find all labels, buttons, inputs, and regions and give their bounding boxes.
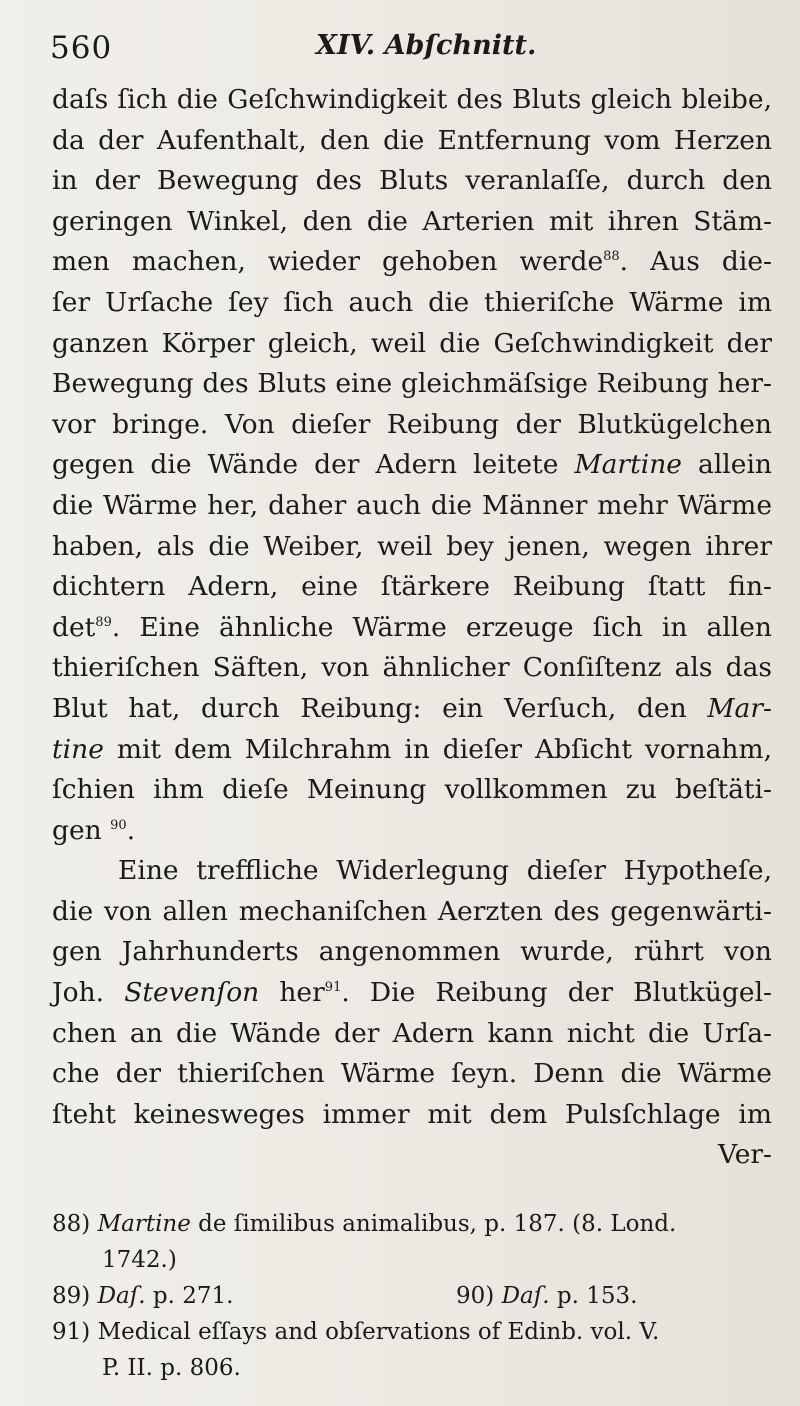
footnotes [52,1206,762,1386]
footnote-text: p. 153. [556,1283,638,1309]
author-name: Martine [574,449,682,481]
text-line [52,730,772,771]
footnote-91 [52,1314,762,1350]
running-head: XIV. Abſchnitt. [316,30,537,61]
footnote-91-continued: P. II. p. 806. [102,1355,241,1381]
footnote-abbr: Daſ. [501,1283,550,1309]
text-line: chen an die Wände der Adern kann nicht die Urſa- [52,1017,772,1049]
author-name: Martine [97,1211,191,1237]
text-line: ſteht keinesweges immer mit dem Pulsſchlage im [52,1098,772,1130]
footnote-ref: 91 [324,980,342,996]
text-line: die Wärme her, daher auch die Männer mehr Wärme [52,489,772,521]
text-line: da der Aufenthalt, den die Entfernung vom Herzen [52,124,772,156]
text-run: mit dem Milchrahm in dieſer Abſicht vornahm, [116,733,772,765]
footnote-88 [52,1206,762,1242]
text-line [52,608,772,649]
text-run: her [259,977,325,1009]
text-line: in der Bewegung des Bluts veranlaſſe, durch den [52,165,772,197]
catchword: Ver- [717,1139,772,1171]
footnote-text: p. 271. [152,1283,234,1309]
author-name: Stevenſon [124,977,260,1009]
author-name: Mar- [707,692,772,724]
footnote-90 [456,1278,637,1314]
footnote-89 [52,1283,233,1309]
text-line [52,811,772,852]
text-line: thieriſchen Säften, von ähnlicher Conſiſtenz als das [52,652,772,684]
text-run: Joh. [52,977,105,1009]
footnote-row [52,1278,762,1314]
text-line: haben, als die Weiber, weil bey jenen, wegen ihrer [52,530,772,562]
footnote-text: Medical eſſays and obſervations of Edinb. vol. V. [97,1319,660,1345]
text-run: . Aus die- [619,246,772,278]
text-run: . [126,814,136,846]
footnote-ref: 89 [95,614,112,630]
text-line [52,973,772,1014]
text-line: daſs ſich die Geſchwindigkeit des Bluts gleich bleibe, [52,84,772,115]
text-line: ſchien ihm dieſe Meinung vollkommen zu beſtäti- [52,774,772,806]
text-line: geringen Winkel, den die Arterien mit ihren Stäm- [52,205,772,237]
page-number: 560 [50,30,113,66]
text-run: gegen die Wände der Adern leitete [52,449,559,481]
text-line: gen Jahrhunderts angenommen wurde, rührt von [52,936,772,968]
text-run: det [52,611,96,643]
text-run: Blut hat, durch Reibung: ein Verſuch, den [52,692,687,724]
text-line [52,689,772,730]
text-run: allein [681,449,772,481]
text-line: vor bringe. Von dieſer Reibung der Blutkügelchen [52,408,772,440]
text-line [52,242,772,283]
text-run: . Eine ähnliche Wärme erzeuge ſich in allen [111,611,772,643]
main-text [52,80,772,1176]
footnote-88-continued: 1742.) [102,1247,177,1273]
footnote-ref: 88 [603,249,620,265]
text-run: . Die Reibung der Blutkügel- [341,977,772,1009]
text-run: men machen, wieder gehoben werde [52,246,604,278]
text-line: Eine treffliche Widerlegung dieſer Hypotheſe, [118,855,772,887]
text-line: ganzen Körper gleich, weil die Geſchwindigkeit der [52,327,772,359]
text-line: ſer Urſache ſey ſich auch die thieriſche Wärme im [52,286,772,318]
footnote-text: de ſimilibus animalibus, p. 187. (8. Lond. [198,1211,677,1237]
text-run: gen [52,814,102,846]
footnote-label: 91) [52,1319,91,1345]
footnote-ref: 90 [110,817,127,833]
footnote-label: 88) [52,1211,91,1237]
page-header [50,24,770,70]
footnote-abbr: Daſ. [97,1283,146,1309]
text-line: che der thieriſchen Wärme ſeyn. Denn die Wärme [52,1058,772,1090]
text-line: die von allen mechaniſchen Aerzten des gegenwärti- [52,895,772,927]
author-name: tine [52,733,104,765]
text-line [52,445,772,486]
footnote-label: 90) [456,1283,495,1309]
text-line: Bewegung des Bluts eine gleichmäſsige Reibung her- [52,368,772,400]
footnote-label: 89) [52,1283,91,1309]
text-line: dichtern Adern, eine ſtärkere Reibung ſtatt fin- [52,571,772,603]
